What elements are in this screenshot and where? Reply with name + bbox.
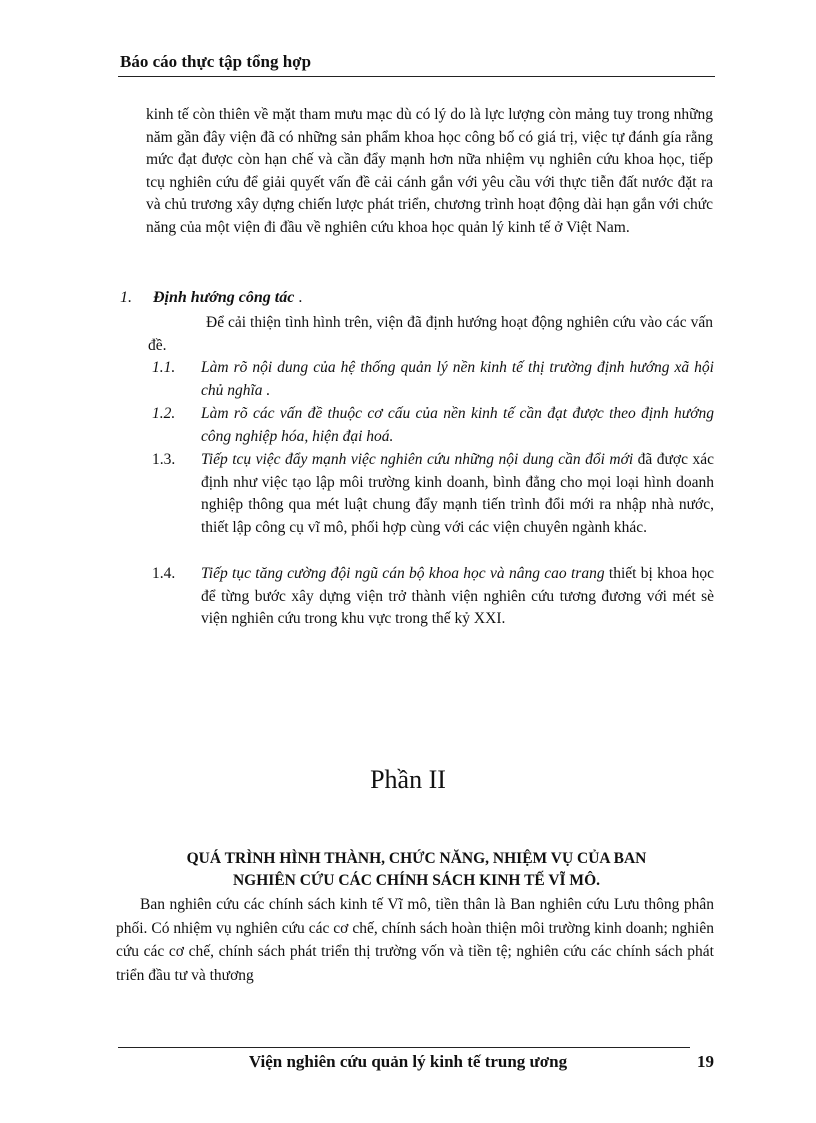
list-item-number: 1.3. xyxy=(152,451,176,468)
list-item-number: 1.4. xyxy=(152,565,176,582)
list-item-number: 1.1. xyxy=(152,359,176,376)
page-number: 19 xyxy=(697,1052,714,1071)
section-lead-paragraph: Để cải thiện tình hình trên, viện đã định hướng hoạt động nghiên cứu vào các vấn đề. xyxy=(148,314,713,354)
list-item xyxy=(152,449,714,539)
section-title-suffix: . xyxy=(294,289,303,306)
section-title xyxy=(153,289,302,307)
list-item xyxy=(152,563,714,631)
page-header-title: Báo cáo thực tập tổng hợp xyxy=(120,52,312,71)
list-item xyxy=(152,357,714,402)
chapter-heading xyxy=(118,848,715,892)
list-item-italic-text: Làm rõ nội dung của hệ thống quản lý nền kinh tế thị trường định hướng xã hội chủ nghĩa . xyxy=(201,359,714,399)
section-title-text: Định hướng công tác xyxy=(153,289,295,306)
list-item-text: đã được xác định như việc tạo lập môi trường kinh doanh, bình đẳng cho mọi loại hình doanh nghiệp thông qua mét luật chung đẩy mạnh tiến trình đổi mới ra nhập nhà nước, thiết lập công cụ vĩ mô, phối hợp cùng với các viện chuyên ngành khác. xyxy=(201,451,714,536)
footer-divider xyxy=(118,1047,690,1048)
chapter-heading-line-2: NGHIÊN CỨU CÁC CHÍNH SÁCH KINH TẾ VĨ MÔ. xyxy=(232,872,600,889)
section-number: 1. xyxy=(120,289,132,306)
chapter-heading-line-1: QUÁ TRÌNH HÌNH THÀNH, CHỨC NĂNG, NHIỆM VỤ CỦA BAN xyxy=(186,850,647,867)
list-item xyxy=(152,403,714,448)
list-item-italic-text: Làm rõ các vấn đề thuộc cơ cấu của nền kinh tế cần đạt được theo định hướng công nghiệp hóa, hiện đại hoá. xyxy=(201,405,714,445)
list-item-number: 1.2. xyxy=(152,405,176,422)
footer-institution: Viện nghiên cứu quản lý kinh tế trung ương xyxy=(248,1052,568,1071)
intro-paragraph: kinh tế còn thiên về mặt tham mưu mạc dù có lý do là lực lượng còn mảng tuy trong những năm gần đây viện đã có những sản phẩm khoa học công bố có giá trị, việc tự đánh gía rằng mức đạt được còn hạn chế và cần đẩy mạnh hơn nữa nhiệm vụ nghiên cứu khoa học, tiếp tcụ nghiên cứu để giải quyết vấn đề cải cánh gắn với yêu cầu với thực tiễn đất nước đặt ra và chủ trương xây dựng chiến lược phát triển, chương trình hoạt động dài hạn gắn với chức năng của một viện đi đầu về nghiên cứu khoa học quản lý kinh tế ở Việt Nam. xyxy=(146,106,713,236)
body-paragraph: Ban nghiên cứu các chính sách kinh tế Vĩ mô, tiền thân là Ban nghiên cứu Lưu thông phân phối. Có nhiệm vụ nghiên cứu các cơ chế, chính sách hoàn thiện môi trường kinh doanh; nghiên cứu các cơ chế, chính sách phát triển thị trường vốn và tiền tệ; nghiên cứu các chính sách phát triển đầu tư và thương xyxy=(116,896,714,984)
list-item-italic-text: Tiếp tục tăng cường đội ngũ cán bộ khoa học và nâng cao trang xyxy=(201,565,605,582)
part-title: Phần II xyxy=(370,765,446,794)
list-item-italic-text: Tiếp tcụ việc đẩy mạnh việc nghiên cứu những nội dung cần đổi mới xyxy=(201,451,634,468)
list-item-text: thiết bị khoa học để từng bước xây dựng viện trở thành viện nghiên cứu tương đương với mét sè viện nghiên cứu trong khu vực trong thế kỷ XXI. xyxy=(201,565,714,628)
header-divider xyxy=(118,76,715,77)
